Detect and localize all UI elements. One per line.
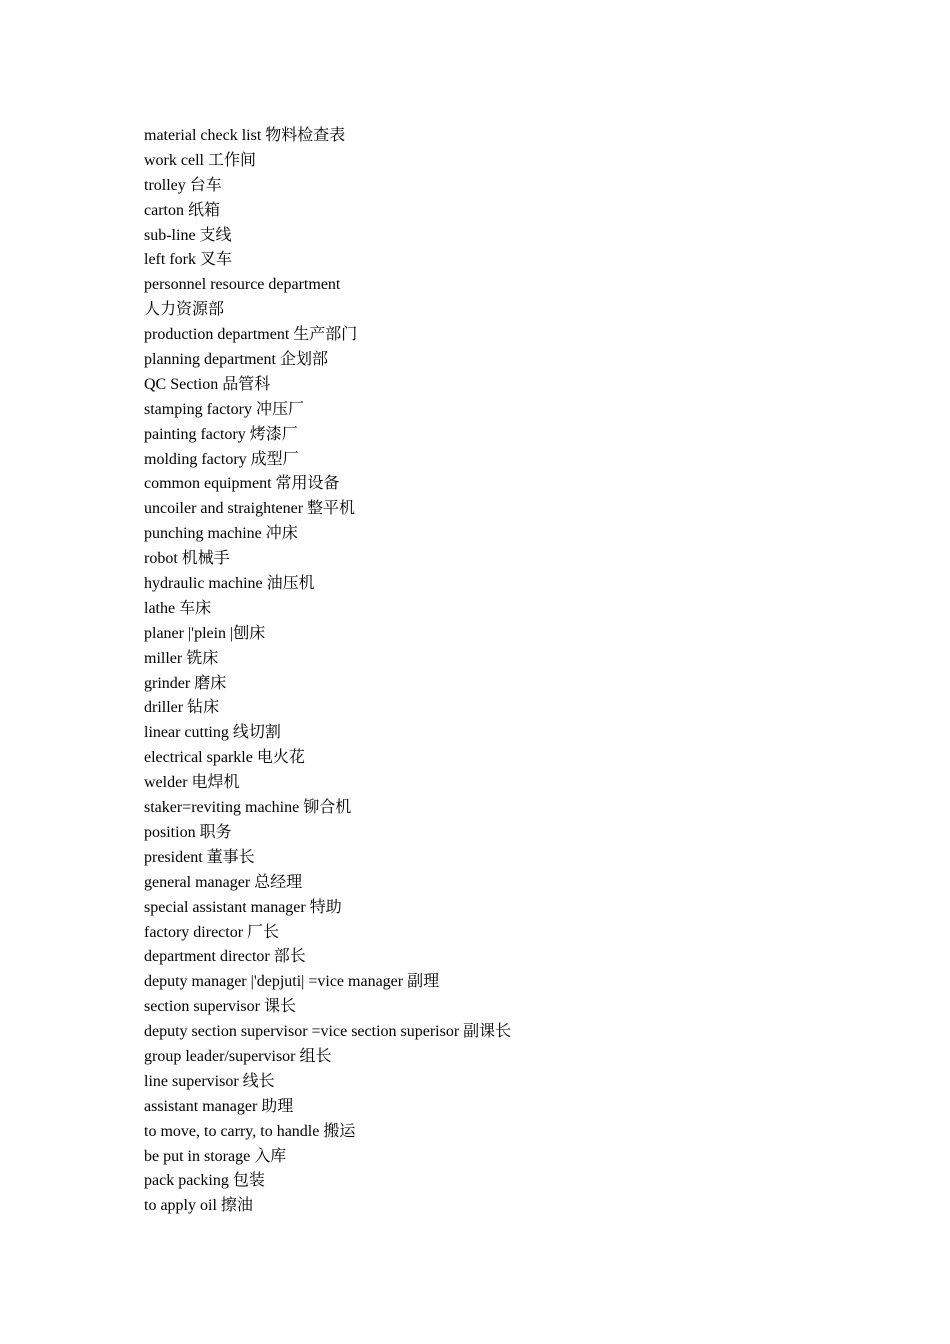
glossary-line: staker=reviting machine 铆合机 (144, 799, 352, 817)
glossary-line: common equipment 常用设备 (144, 475, 340, 493)
glossary-line: special assistant manager 特助 (144, 898, 342, 916)
glossary-line: general manager 总经理 (144, 873, 303, 891)
glossary-line: QC Section 品管科 (144, 375, 271, 393)
glossary-line: grinder 磨床 (144, 674, 227, 692)
glossary-line: miller 铣床 (144, 649, 219, 667)
glossary-line: department director 部长 (144, 948, 306, 966)
glossary-line: 人力资源部 (144, 301, 225, 319)
glossary-line: electrical sparkle 电火花 (144, 749, 305, 767)
glossary-line: president 董事长 (144, 848, 255, 866)
glossary-line: material check list 物料检查表 (144, 127, 346, 144)
glossary-line: work cell 工作间 (144, 151, 256, 169)
glossary-line: stamping factory 冲压厂 (144, 400, 304, 418)
glossary-line: be put in storage 入库 (144, 1147, 287, 1165)
glossary-line: planning department 企划部 (144, 351, 328, 369)
glossary-line: line supervisor 线长 (144, 1072, 275, 1090)
glossary-line: molding factory 成型厂 (144, 450, 299, 468)
glossary-line: position 职务 (144, 823, 232, 841)
glossary-line: uncoiler and straightener 整平机 (144, 500, 356, 518)
glossary-list (144, 124, 864, 1219)
glossary-line: left fork 叉车 (144, 251, 232, 269)
glossary-line: deputy section supervisor =vice section superisor 副课长 (144, 1023, 512, 1041)
glossary-line: section supervisor 课长 (144, 998, 296, 1016)
glossary-line: personnel resource department (144, 276, 341, 294)
glossary-line: trolley 台车 (144, 176, 222, 194)
glossary-line: linear cutting 线切割 (144, 724, 281, 742)
glossary-line: punching machine 冲床 (144, 525, 298, 543)
glossary-line: driller 钻床 (144, 699, 220, 717)
glossary-line: carton 纸箱 (144, 201, 220, 219)
glossary-line: to move, to carry, to handle 搬运 (144, 1122, 356, 1140)
glossary-line: planer |'plein |刨床 (144, 624, 266, 642)
glossary-line: robot 机械手 (144, 550, 230, 568)
glossary-line: hydraulic machine 油压机 (144, 575, 315, 593)
glossary-line: to apply oil 擦油 (144, 1197, 253, 1215)
glossary-line: assistant manager 助理 (144, 1097, 294, 1115)
glossary-line: group leader/supervisor 组长 (144, 1047, 332, 1065)
glossary-line: lathe 车床 (144, 599, 212, 617)
glossary-line: welder 电焊机 (144, 774, 240, 792)
glossary-line: production department 生产部门 (144, 326, 358, 344)
glossary-line: deputy manager |'depjuti| =vice manager 副理 (144, 973, 440, 991)
glossary-line: sub-line 支线 (144, 226, 232, 244)
glossary-line: pack packing 包装 (144, 1172, 265, 1190)
glossary-line: factory director 厂长 (144, 923, 280, 941)
glossary-line: painting factory 烤漆厂 (144, 425, 298, 443)
